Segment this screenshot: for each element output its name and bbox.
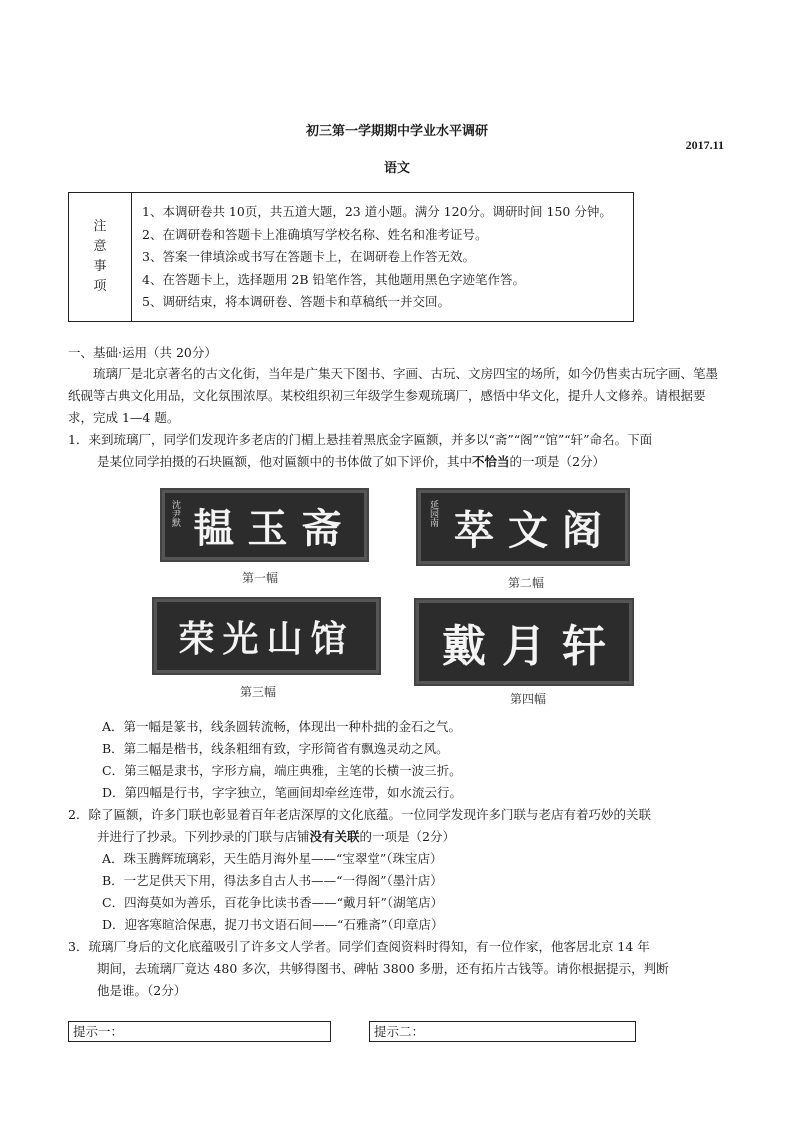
notice-label-char: 事: [93, 259, 107, 274]
notice-item: 4、在答题卡上，选择题用 2B 铅笔作答，其他题用黑色字迹笔作答。: [142, 271, 526, 287]
question-1-emphasis: 不恰当: [472, 454, 510, 469]
plaque-text: 韫玉斋: [193, 504, 356, 552]
notice-item: 2、在调研卷和答题卡上准确填写学校名称、姓名和准考证号。: [142, 226, 488, 242]
exam-date: 2017.11: [685, 138, 724, 152]
section-heading: 一、基础·运用（共 20分）: [68, 345, 217, 360]
notice-label: [69, 193, 132, 321]
option-a: A．第一幅是篆书，线条圆转流畅，体现出一种朴拙的金石之气。: [102, 719, 462, 734]
notice-label-char: 意: [93, 239, 107, 254]
notice-label-char: 注: [93, 219, 107, 234]
option-b: B．第二幅是楷书，线条粗细有致，字形简省有飘逸灵动之风。: [102, 741, 449, 756]
hint-box-1[interactable]: 提示一：: [68, 1021, 331, 1042]
option-b: B．一艺足供天下用，得法多自古人书——“一得阁”（墨汁店）: [102, 873, 443, 888]
question-2-score: 的一项是（2分）: [359, 829, 455, 844]
plaque-image-1: [160, 488, 369, 562]
plaque-caption: 第三幅: [240, 685, 277, 699]
question-2: [68, 804, 730, 848]
plaque-side-text: 沈尹默: [170, 500, 180, 527]
plaque-image-2: [416, 488, 630, 566]
plaque-caption: 第二幅: [508, 576, 545, 590]
option-d: D．第四幅是行书，字字独立，笔画间却牵丝连带，如水流云行。: [102, 785, 463, 800]
plaque-image-3: [152, 597, 381, 675]
hint-box-2[interactable]: 提示二：: [369, 1021, 636, 1042]
question-1-line1: 1．来到琉璃厂，同学们发现许多老店的门楣上悬挂着黑底金字匾额，并多以“斋”“阁”“馆”“轩”命名。下面: [68, 432, 653, 447]
plaque-side-text: 延园南: [428, 500, 438, 527]
plaque-text: 戴月轩: [442, 621, 622, 672]
option-c: C．第三幅是隶书，字形方扁，端庄典雅，主笔的长横一波三折。: [102, 763, 462, 778]
plaque-caption: 第四幅: [510, 692, 547, 706]
notice-item: 5、调研结束，将本调研卷、答题卡和草稿纸一并交回。: [142, 294, 450, 309]
question-1-line2: [68, 451, 730, 473]
section-intro: 琉璃厂是北京著名的古文化街，当年是广集天下图书、字画、古玩、文房四宝的场所，如今仍售卖古玩字画、笔墨纸砚等古典文化用品，文化氛围浓厚。某校组织初三年级学生参观琉璃厂，感悟中华文化，提升人文修养。请根据要求，完成 1—4 题。: [68, 366, 719, 425]
question-3: [68, 936, 730, 1002]
option-c: C．四海莫如为善乐，百花争比读书香——“戴月轩”（湖笔店）: [102, 895, 444, 910]
notice-box: [68, 192, 634, 322]
plaque-text: 萃文阁: [454, 506, 616, 554]
option-a: A．珠玉腾辉琉璃彩，天生皓月海外星——“宝翠堂”（珠宝店）: [102, 851, 443, 866]
option-d: D．迎客寒暄洽保惠，捉刀书文语石间——“石雅斋”（印章店）: [102, 917, 444, 932]
question-3-line2: 期间，去琉璃厂竟达 480 多次，共够得图书、碑帖 3800 多册，还有拓片古钱等。请你根据提示，判断: [97, 961, 669, 976]
question-2-emphasis: 没有关联: [309, 829, 360, 844]
question-3-line3: 他是谁。（2分）: [97, 983, 187, 998]
subject-title: 语文: [383, 161, 410, 176]
question-1-score: 的一项是（2分）: [509, 454, 605, 469]
notice-item: 3、答案一律填涂或书写在答题卡上，在调研卷上作答无效。: [142, 249, 475, 264]
question-1-text: 是某位同学拍摄的石块匾额，他对匾额中的书体做了如下评价，其中: [97, 454, 473, 469]
plaque-image-4: [414, 598, 634, 686]
notice-items: [132, 193, 633, 321]
question-1: [68, 429, 730, 473]
notice-item: 1、本调研卷共 10页，共五道大题，23 道小题。满分 120分。调研时间 150 分钟。: [142, 204, 612, 219]
plaque-caption: 第一幅: [242, 571, 279, 585]
notice-label-char: 项: [93, 279, 107, 294]
question-3-line1: 3．琉璃厂身后的文化底蕴吸引了许多文人学者。同学们查阅资料时得知，有一位作家，他客居北京 14 年: [68, 939, 650, 954]
question-2-text: 并进行了抄录。下列抄录的门联与店铺: [97, 829, 310, 844]
plaque-text: 荣光山馆: [178, 617, 355, 660]
page-title: 初三第一学期期中学业水平调研: [305, 124, 488, 139]
question-2-line2: [68, 826, 730, 848]
question-2-line1: 2．除了匾额，许多门联也彰显着百年老店深厚的文化底蕴。一位同学发现许多门联与老店有着巧妙的关联: [68, 807, 651, 822]
